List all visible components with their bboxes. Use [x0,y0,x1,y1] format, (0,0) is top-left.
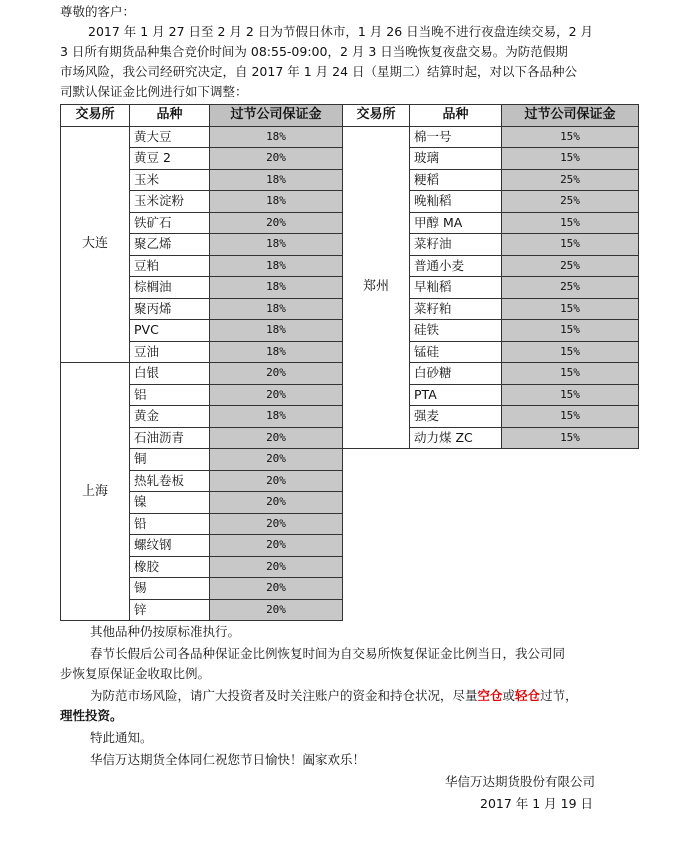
note-rational-investment: 理性投资。 [60,708,123,723]
exchange-cell: 大连 [61,126,130,363]
margin-cell: 15% [502,406,639,428]
intro-line-3: 市场风险，我公司经研究决定，自 2017 年 1 月 24 日（星期二）结算时起，对以下各品种公 [60,64,578,79]
note-holiday-wish: 华信万达期货全体同仁祝您节日愉快！阖家欢乐！ [90,752,366,767]
product-cell: 白银 [130,363,210,385]
margin-table-right [342,104,639,449]
product-cell: 玻璃 [410,148,502,170]
exchange-header: 交易所 [61,105,130,127]
product-cell: 橡胶 [130,556,210,578]
note-risk-pre: 为防范市场风险，请广大投资者及时关注账户的资金和持仓状况，尽量 [90,688,478,703]
margin-cell: 15% [502,234,639,256]
note-risk-mid: 或 [502,688,516,703]
product-cell: 动力煤 ZC [410,427,502,449]
margin-cell: 15% [502,212,639,234]
product-cell: 热轧卷板 [130,470,210,492]
product-cell: 锌 [130,599,210,621]
margin-cell: 18% [210,277,343,299]
product-cell: 螺纹钢 [130,535,210,557]
table-row [61,126,343,148]
margin-cell: 18% [210,191,343,213]
note-risk-empty-position: 空仓 [477,688,503,703]
greeting: 尊敬的客户： [60,4,136,19]
margin-cell: 20% [210,599,343,621]
product-cell: 豆油 [130,341,210,363]
product-cell: 菜籽油 [410,234,502,256]
margin-cell: 20% [210,384,343,406]
product-cell: 强麦 [410,406,502,428]
margin-cell: 20% [210,556,343,578]
exchange-header: 交易所 [343,105,410,127]
margin-cell: 20% [210,148,343,170]
table-header-row [343,105,639,127]
note-notice: 特此通知。 [90,730,153,745]
product-cell: PTA [410,384,502,406]
margin-cell: 18% [210,298,343,320]
product-cell: 聚丙烯 [130,298,210,320]
margin-cell: 18% [210,255,343,277]
product-cell: 豆粕 [130,255,210,277]
product-cell: 聚乙烯 [130,234,210,256]
margin-header: 过节公司保证金 [210,105,343,127]
margin-cell: 20% [210,535,343,557]
margin-cell: 15% [502,126,639,148]
intro-line-4: 司默认保证金比例进行如下调整： [60,84,248,99]
product-cell: 玉米 [130,169,210,191]
margin-header: 过节公司保证金 [502,105,639,127]
product-cell: PVC [130,320,210,342]
product-cell: 甲醇 MA [410,212,502,234]
product-cell: 黄金 [130,406,210,428]
margin-cell: 20% [210,212,343,234]
margin-cell: 15% [502,298,639,320]
margin-cell: 15% [502,320,639,342]
intro-line-1: 2017 年 1 月 27 日至 2 月 2 日为节假日休市，1 月 26 日当晚不进行夜盘连续交易，2 月 [88,24,594,39]
margin-cell: 20% [210,363,343,385]
note-restore-line-2: 步恢复原保证金收取比例。 [60,666,211,681]
margin-cell: 20% [210,513,343,535]
exchange-cell: 郑州 [343,126,410,449]
product-cell: 锡 [130,578,210,600]
product-header: 品种 [130,105,210,127]
table-header-row [61,105,343,127]
company-signature: 华信万达期货股份有限公司 [445,774,596,789]
product-cell: 铜 [130,449,210,471]
product-cell: 铅 [130,513,210,535]
product-cell: 黄豆 2 [130,148,210,170]
margin-cell: 25% [502,277,639,299]
margin-cell: 25% [502,255,639,277]
margin-cell: 18% [210,341,343,363]
note-risk-post: 过节， [540,688,578,703]
product-cell: 普通小麦 [410,255,502,277]
margin-cell: 15% [502,427,639,449]
product-cell: 早籼稻 [410,277,502,299]
margin-cell: 20% [210,449,343,471]
product-cell: 棉一号 [410,126,502,148]
product-cell: 镍 [130,492,210,514]
margin-cell: 15% [502,363,639,385]
margin-cell: 15% [502,341,639,363]
product-cell: 菜籽粕 [410,298,502,320]
product-cell: 粳稻 [410,169,502,191]
intro-line-2: 3 日所有期货品种集合竞价时间为 08:55-09:00，2 月 3 日当晚恢复夜盘交易。为防范假期 [60,44,568,59]
product-cell: 玉米淀粉 [130,191,210,213]
margin-cell: 18% [210,320,343,342]
product-cell: 铝 [130,384,210,406]
product-cell: 白砂糖 [410,363,502,385]
margin-table-left [60,104,343,621]
product-cell: 石油沥青 [130,427,210,449]
note-risk [90,688,578,704]
table-row [343,126,639,148]
product-cell: 晚籼稻 [410,191,502,213]
margin-cell: 18% [210,234,343,256]
letter-date: 2017 年 1 月 19 日 [480,796,594,811]
product-cell: 锰硅 [410,341,502,363]
product-cell: 黄大豆 [130,126,210,148]
product-cell: 铁矿石 [130,212,210,234]
margin-cell: 15% [502,384,639,406]
margin-cell: 25% [502,191,639,213]
margin-cell: 20% [210,492,343,514]
margin-cell: 20% [210,427,343,449]
table-row [61,363,343,385]
note-other-products: 其他品种仍按原标准执行。 [90,624,241,639]
product-cell: 硅铁 [410,320,502,342]
product-cell: 棕榈油 [130,277,210,299]
margin-cell: 25% [502,169,639,191]
margin-cell: 18% [210,406,343,428]
note-restore-line-1: 春节长假后公司各品种保证金比例恢复时间为自交易所恢复保证金比例当日，我公司同 [90,646,566,661]
margin-cell: 18% [210,169,343,191]
margin-cell: 20% [210,470,343,492]
product-header: 品种 [410,105,502,127]
margin-cell: 15% [502,148,639,170]
margin-cell: 18% [210,126,343,148]
margin-cell: 20% [210,578,343,600]
note-risk-light-position: 轻仓 [515,688,541,703]
exchange-cell: 上海 [61,363,130,621]
